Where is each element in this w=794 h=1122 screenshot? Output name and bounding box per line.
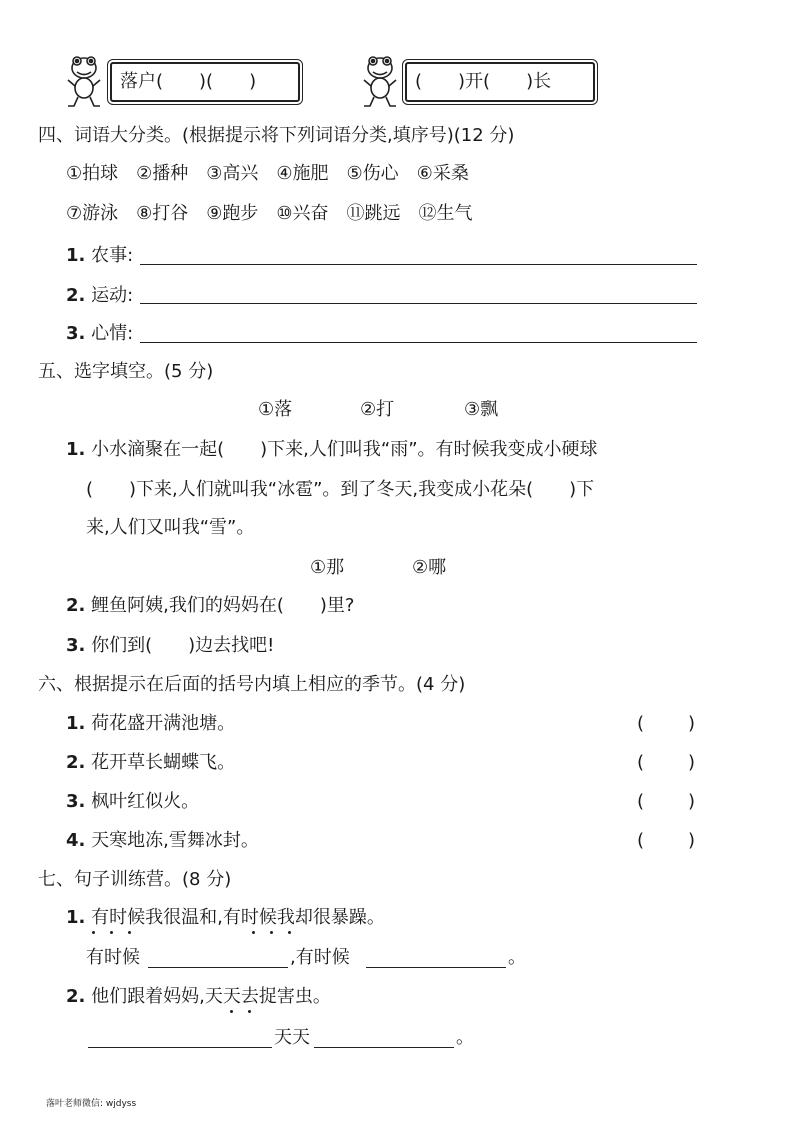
emphasis-dot [270, 931, 273, 934]
answer-line-farm[interactable] [140, 264, 697, 265]
question-5-1-line-1 [66, 438, 598, 462]
frog-icon [64, 52, 104, 108]
season-item-4 [66, 829, 259, 853]
item-number: 2. [66, 285, 86, 306]
emphasis-dot [248, 1010, 251, 1013]
answer-paren-open: ( [637, 791, 645, 812]
emphasis-dot [128, 931, 131, 934]
answer-line-mood[interactable] [140, 342, 697, 343]
section-7-title: 七、句子训练营。(8 分) [38, 869, 232, 890]
answer-paren-open: ( [637, 713, 645, 734]
option-piao: ③飘 [464, 399, 499, 420]
season-item-1 [66, 712, 235, 736]
option-na2: ②哪 [412, 557, 447, 578]
fill-label-b: ,有时候 [290, 947, 350, 968]
item-number: 3. [66, 791, 86, 812]
answer-paren-close: ) [688, 713, 696, 734]
item-number: 2. [66, 752, 86, 773]
answer-paren-open: ( [637, 830, 645, 851]
category-label: 运动: [91, 285, 134, 306]
question-5-3 [66, 634, 274, 658]
emphasis-dot [110, 931, 113, 934]
answer-paren-close: ) [688, 830, 696, 851]
emphasis-dot [288, 931, 291, 934]
word-box-1 [110, 62, 300, 102]
item-number: 3. [66, 635, 86, 656]
frog-icon [360, 52, 400, 108]
question-text: 他们跟着妈妈,天天去捉害虫。 [91, 986, 331, 1007]
section-6-title: 六、根据提示在后面的括号内填上相应的季节。(4 分) [38, 674, 466, 695]
question-text: 小水滴聚在一起( )下来,人们叫我“雨”。有时候我变成小硬球 [91, 439, 598, 460]
word-box-2-text: ( )开( )长 [415, 71, 552, 92]
section-5-title: 五、选字填空。(5 分) [38, 361, 214, 382]
item-text: 天寒地冻,雪舞冰封。 [91, 830, 259, 851]
item-text: 荷花盛开满池塘。 [91, 713, 236, 734]
item-text: 枫叶红似火。 [91, 791, 200, 812]
item-text: 花开草长蝴蝶飞。 [91, 752, 236, 773]
item-number: 1. [66, 439, 86, 460]
item-number: 2. [66, 595, 86, 616]
category-mood [66, 322, 133, 346]
fill-end-punct: 。 [508, 947, 526, 968]
question-7-2 [66, 985, 331, 1009]
answer-line-sport[interactable] [140, 303, 697, 304]
question-text: 你们到( )边去找吧! [91, 635, 275, 656]
category-sport [66, 284, 133, 308]
emphasis-dot [230, 1010, 233, 1013]
option-luo: ①落 [258, 399, 293, 420]
fill-label-tiantian: 天天 [274, 1027, 310, 1048]
word-box-1-text: 落户( )( ) [120, 71, 257, 92]
option-da: ②打 [360, 399, 395, 420]
question-5-1-line-3: 来,人们又叫我“雪”。 [86, 517, 255, 538]
category-farm [66, 244, 133, 268]
answer-paren-close: ) [688, 791, 696, 812]
question-text: 有时候我很温和,有时候我却很暴躁。 [91, 907, 385, 928]
option-na: ①那 [310, 557, 345, 578]
footer-credit: 落叶老师微信: wjdyss [46, 1099, 137, 1109]
category-label: 农事: [91, 245, 134, 266]
category-label: 心情: [91, 323, 134, 344]
word-box-2 [405, 62, 595, 102]
answer-line-7-2-b[interactable] [314, 1047, 454, 1048]
question-7-1 [66, 906, 385, 930]
answer-paren-open: ( [637, 752, 645, 773]
item-number: 3. [66, 323, 86, 344]
answer-paren-close: ) [688, 752, 696, 773]
word-list-row-2: ⑦游泳 ⑧打谷 ⑨跑步 ⑩兴奋 ⑪跳远 ⑫生气 [66, 203, 473, 224]
fill-end-punct: 。 [456, 1027, 474, 1048]
item-number: 1. [66, 713, 86, 734]
emphasis-dot [252, 931, 255, 934]
season-item-3 [66, 790, 199, 814]
answer-line-7-1-b[interactable] [366, 967, 506, 968]
fill-label-a: 有时候 [86, 947, 140, 968]
item-number: 2. [66, 986, 86, 1007]
emphasis-dot [92, 931, 95, 934]
section-4-title: 四、词语大分类。(根据提示将下列词语分类,填序号)(12 分) [38, 125, 515, 146]
question-5-2 [66, 594, 354, 618]
question-text: 鲤鱼阿姨,我们的妈妈在( )里? [91, 595, 355, 616]
item-number: 4. [66, 830, 86, 851]
word-list-row-1: ①拍球 ②播种 ③高兴 ④施肥 ⑤伤心 ⑥采桑 [66, 163, 469, 184]
answer-line-7-2-a[interactable] [88, 1047, 272, 1048]
question-5-1-line-2: ( )下来,人们就叫我“冰雹”。到了冬天,我变成小花朵( )下 [86, 479, 595, 500]
item-number: 1. [66, 245, 86, 266]
item-number: 1. [66, 907, 86, 928]
answer-line-7-1-a[interactable] [148, 967, 288, 968]
season-item-2 [66, 751, 235, 775]
